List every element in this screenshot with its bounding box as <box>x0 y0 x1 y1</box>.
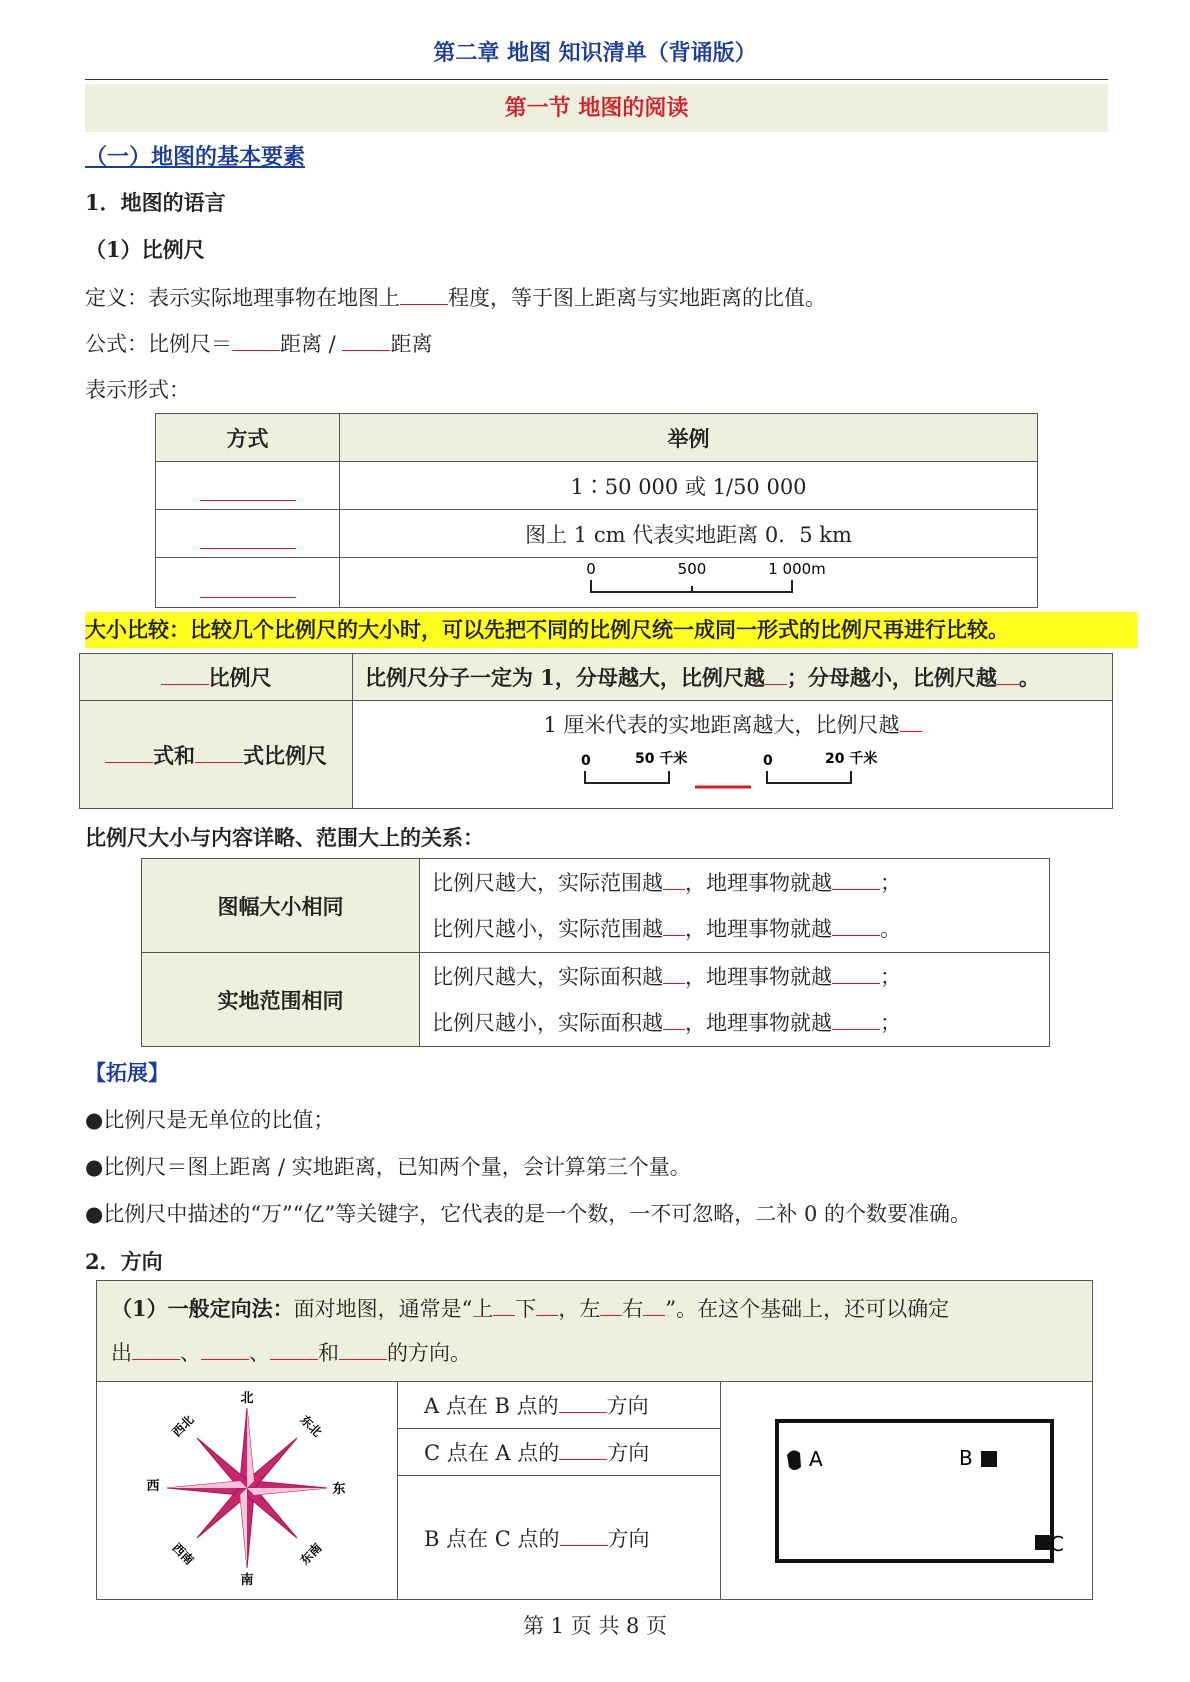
blank[interactable] <box>342 329 390 351</box>
blank[interactable] <box>663 868 685 890</box>
formula-text-b: 距离 / <box>280 332 336 356</box>
bar1-tick-1: 50 千米 <box>634 751 687 767</box>
relation-row2-label: 实地范围相同 <box>142 953 420 1047</box>
header-method: 方式 <box>156 414 340 462</box>
tick-label: 1 000m <box>767 560 826 578</box>
example-graphic <box>340 558 1038 608</box>
compass-se: 东南 <box>297 1540 325 1568</box>
text: ，地理事物就越 <box>685 870 832 895</box>
text: 方向 <box>606 1394 649 1418</box>
intro-bold: （1）一般定向法： <box>111 1296 294 1321</box>
question-2 <box>398 1429 721 1476</box>
example-text: 图上 1 cm 代表实地距离 0．5 km <box>340 510 1038 558</box>
compass-s: 南 <box>240 1573 254 1588</box>
formula-text-c: 距离 <box>390 332 433 356</box>
blank[interactable] <box>132 1338 180 1360</box>
point-c-marker <box>1035 1535 1050 1550</box>
definition-text-b: 程度，等于图上距离与实地距离的比值。 <box>448 286 826 310</box>
text: C 点在 A 点的 <box>424 1441 560 1465</box>
compass-nw: 西北 <box>169 1412 197 1440</box>
relation-row1-label: 图幅大小相同 <box>142 859 420 953</box>
question-3 <box>398 1476 721 1600</box>
blank[interactable] <box>400 283 448 305</box>
compare-table <box>79 653 1113 809</box>
blank[interactable] <box>536 1294 558 1316</box>
text: ；分母越小，比例尺越 <box>786 665 997 690</box>
blank[interactable] <box>900 710 922 732</box>
text: 、 <box>249 1341 270 1365</box>
text: ； <box>880 964 901 989</box>
text: 和 <box>318 1341 339 1365</box>
blank[interactable] <box>663 914 685 936</box>
bar2-tick-1: 20 千米 <box>824 751 877 767</box>
compass-rose-icon <box>137 1388 357 1588</box>
blank[interactable] <box>201 1338 249 1360</box>
compass-w: 西 <box>146 1479 160 1494</box>
compare-row1-right <box>353 654 1113 701</box>
blank[interactable] <box>643 1294 665 1316</box>
formula-line <box>85 328 432 358</box>
text: ，地理事物就越 <box>685 1010 832 1035</box>
text: 1 厘米代表的实地距离越大，比例尺越 <box>543 713 900 737</box>
heading-scale: （1）比例尺 <box>85 237 205 262</box>
blank-cell[interactable] <box>156 558 340 608</box>
text: 比例尺分子一定为 1，分母越大，比例尺越 <box>365 665 765 690</box>
compare-scale-bars <box>573 743 893 793</box>
heading-direction: 2．方向 <box>85 1249 163 1274</box>
blank[interactable] <box>832 1008 880 1030</box>
expand-item: ●比例尺是无单位的比值； <box>85 1108 335 1132</box>
compass-sw: 西南 <box>169 1540 197 1568</box>
blank[interactable] <box>663 1008 685 1030</box>
point-a-marker <box>787 1450 801 1470</box>
compass-ne: 东北 <box>297 1412 325 1440</box>
compass-e: 东 <box>332 1482 346 1497</box>
blank[interactable] <box>270 1338 318 1360</box>
text: ，地理事物就越 <box>685 916 832 941</box>
text: ； <box>880 870 901 895</box>
points-diagram-cell <box>721 1382 1093 1600</box>
text: 面对地图，通常是“上 <box>293 1297 494 1321</box>
expand-label: 【拓展】 <box>85 1060 169 1085</box>
text: 。 <box>1018 665 1040 690</box>
subsection-title: （一）地图的基本要素 <box>85 144 306 170</box>
text: 下 <box>515 1297 537 1321</box>
blank[interactable] <box>997 663 1019 685</box>
text: A 点在 B 点的 <box>424 1394 559 1418</box>
text: 比例尺越大，实际面积越 <box>432 964 663 989</box>
text: 右 <box>622 1297 644 1321</box>
scale-bar-1 <box>585 771 669 783</box>
direction-intro <box>97 1281 1093 1382</box>
blank[interactable] <box>559 1391 607 1413</box>
point-c-label: C <box>1049 1532 1064 1556</box>
blank[interactable] <box>600 1294 622 1316</box>
forms-label: 表示形式： <box>85 378 190 402</box>
blank[interactable] <box>195 741 243 763</box>
map-frame <box>777 1421 1052 1561</box>
definition-text-a: 定义：表示实际地理事物在地图上 <box>85 286 400 310</box>
relation-row2-content <box>420 953 1050 1047</box>
section-title: 第一节 地图的阅读 <box>85 84 1108 132</box>
title-divider <box>85 79 1108 80</box>
blank-cell[interactable] <box>156 510 340 558</box>
blank[interactable] <box>832 962 880 984</box>
blank[interactable] <box>105 741 153 763</box>
label: 比例尺 <box>208 665 272 690</box>
text: 方向 <box>607 1441 650 1465</box>
header-example: 举例 <box>340 414 1038 462</box>
text: 比例尺越小，实际面积越 <box>432 1010 663 1035</box>
question-1 <box>398 1382 721 1429</box>
expand-item: ●比例尺＝图上距离 / 实地距离，已知两个量，会计算第三个量。 <box>85 1155 691 1179</box>
tick-label: 0 <box>585 560 596 578</box>
point-b-marker <box>981 1451 997 1467</box>
blank[interactable] <box>493 1294 515 1316</box>
text: 式和 <box>153 742 195 768</box>
scale-forms-table <box>155 413 1038 608</box>
compass-cell <box>97 1382 398 1600</box>
text: 出 <box>111 1341 132 1365</box>
compare-highlight: 大小比较：比较几个比例尺的大小时，可以先把不同的比例尺统一成同一形式的比例尺再进行比较。 <box>85 612 1137 648</box>
blank[interactable] <box>560 1524 608 1546</box>
blank[interactable] <box>832 868 880 890</box>
compass-n: 北 <box>240 1391 254 1406</box>
scale-bar-line <box>591 580 792 592</box>
formula-text-a: 公式：比例尺＝ <box>85 332 232 356</box>
text: ”。在这个基础上，还可以确定 <box>665 1297 950 1321</box>
compare-row2-left <box>80 701 353 809</box>
text: ； <box>880 1010 901 1035</box>
text: 式比例尺 <box>243 742 327 768</box>
compare-row2-right <box>353 701 1113 809</box>
text: 方向 <box>607 1526 650 1551</box>
blank[interactable] <box>663 962 685 984</box>
points-diagram <box>747 1403 1067 1573</box>
text: 、 <box>180 1341 201 1365</box>
page-footer: 第 1 页 共 8 页 <box>522 1614 668 1638</box>
blank-cell[interactable] <box>156 462 340 510</box>
page-title: 第二章 地图 知识清单（背诵版） <box>433 40 757 66</box>
tick-label: 500 <box>677 560 706 578</box>
direction-table <box>96 1280 1093 1600</box>
text: 比例尺越大，实际范围越 <box>432 870 663 895</box>
text: ，左 <box>558 1297 601 1321</box>
text: 的方向。 <box>387 1341 471 1365</box>
expand-item: ●比例尺中描述的“万”“亿”等关键字，它代表的是一个数，一不可忽略，二补 0 的个数要准确。 <box>85 1202 971 1226</box>
blank[interactable] <box>559 1438 607 1460</box>
scale-bar-graphic <box>549 558 829 602</box>
relation-label: 比例尺大小与内容详略、范围大上的关系： <box>85 825 484 850</box>
blank[interactable] <box>161 663 209 685</box>
scale-bar-2 <box>767 771 851 783</box>
blank[interactable] <box>765 663 787 685</box>
compare-row1-left <box>80 654 353 701</box>
blank[interactable] <box>232 329 280 351</box>
bar2-tick-0: 0 <box>762 753 773 769</box>
text: 比例尺越小，实际范围越 <box>432 916 663 941</box>
blank[interactable] <box>832 914 880 936</box>
text: B 点在 C 点的 <box>424 1526 560 1551</box>
example-numeric: 1∶50 000 或 1/50 000 <box>340 462 1038 510</box>
point-a-label: A <box>808 1447 823 1471</box>
relation-table <box>141 858 1050 1047</box>
text: 。 <box>880 916 901 941</box>
bar1-tick-0: 0 <box>580 753 591 769</box>
definition-line <box>85 282 826 312</box>
blank[interactable] <box>339 1338 387 1360</box>
heading-map-language: 1．地图的语言 <box>85 190 226 215</box>
point-b-label: B <box>958 1446 973 1470</box>
text: ，地理事物就越 <box>685 964 832 989</box>
relation-row1-content <box>420 859 1050 953</box>
